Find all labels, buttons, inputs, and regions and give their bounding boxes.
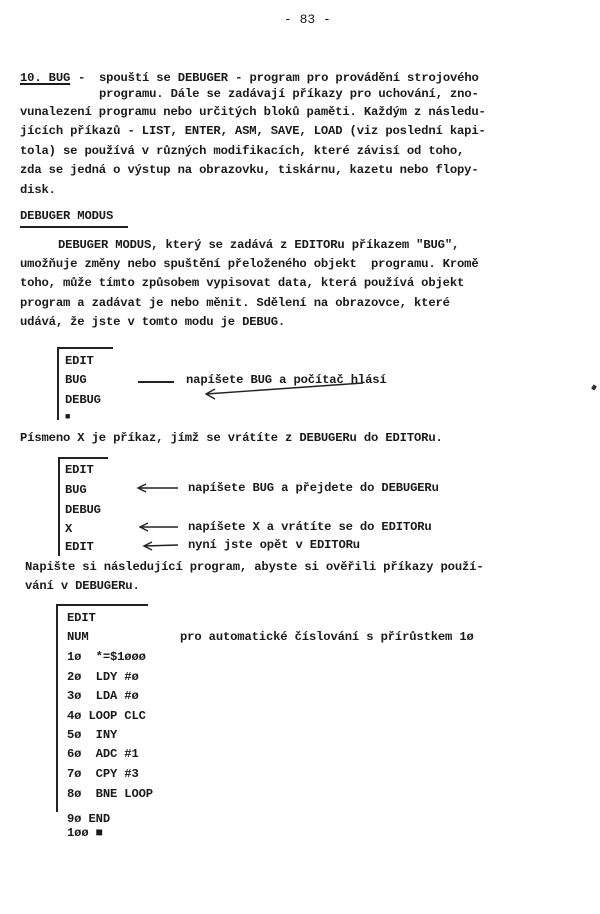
box2-line: EDIT — [65, 463, 94, 477]
box3-line: 1ø *=$1øøø — [67, 650, 146, 664]
intro-line: DEBUGER MODUS, který se zadává z EDITORu příkazem "BUG", — [58, 238, 460, 252]
section-line: disk. — [20, 183, 56, 197]
program-line: Napište si následující program, abyste si ověřili příkazy použí- — [25, 560, 484, 574]
box3-line: 6ø ADC #1 — [67, 747, 139, 761]
subheading: DEBUGER MODUS — [20, 209, 114, 223]
box2-line: DEBUG — [65, 503, 101, 517]
x-paragraph: Písmeno X je příkaz, jímž se vrátíte z DEBUGERu do EDITORu. — [20, 431, 443, 445]
box2-line: BUG — [65, 483, 87, 497]
box1-dash-line — [138, 381, 174, 383]
box1-line: BUG — [65, 373, 87, 387]
box2-line: X — [65, 522, 73, 536]
box3-line: 5ø INY — [67, 728, 118, 742]
box2-arrow-edit-icon — [144, 542, 178, 550]
box1-line: EDIT — [65, 354, 94, 368]
section-line: tola) se používá v různých modifikacích, které závisí od toho, — [20, 144, 465, 158]
section-heading: 10. BUG — [20, 71, 71, 85]
box2-annotation: napíšete BUG a přejdete do DEBUGERu — [188, 481, 439, 495]
program-line: vání v DEBUGERu. — [25, 579, 140, 593]
box3-line: 3ø LDA #ø — [67, 689, 139, 703]
box3-line: EDIT — [67, 611, 96, 625]
section-line: programu. Dále se zadávají příkazy pro uchování, zno- — [99, 87, 479, 101]
ink-speck — [591, 384, 597, 390]
box1-line: DEBUG — [65, 393, 101, 407]
box3-line: 4ø LOOP CLC — [67, 709, 146, 723]
box2-annotation: napíšete X a vrátíte se do EDITORu — [188, 520, 432, 534]
intro-line: udává, že jste v tomto modu je DEBUG. — [20, 315, 286, 329]
box2-top-border — [58, 457, 108, 459]
box3-annotation: pro automatické číslování s přírůstkem 1ø — [180, 630, 474, 644]
box1-top-border — [57, 347, 113, 349]
section-line: jících příkazů - LIST, ENTER, ASM, SAVE, LOAD (viz poslední kapi- — [20, 124, 486, 138]
box3-line: 1øø ■ — [67, 826, 103, 840]
box2-arrow-x-icon — [140, 523, 178, 531]
box3-top-border — [56, 604, 148, 606]
box2-arrow-bug-icon — [138, 484, 178, 492]
intro-line: umožňuje změny nebo spuštění přeloženého objekt programu. Kromě — [20, 257, 479, 271]
page-number: - 83 - — [284, 12, 331, 27]
box3-line: 9ø END — [67, 812, 110, 826]
section-line: vunalezení programu nebo určitých bloků paměti. Každým z následu- — [20, 105, 486, 119]
box2-annotation: nyní jste opět v EDITORu — [188, 538, 360, 552]
box3-line: NUM — [67, 630, 89, 644]
intro-line: toho, může tímto způsobem vypisovat data, která používá objekt — [20, 276, 465, 290]
box3-line: 7ø CPY #3 — [67, 767, 139, 781]
box1-annotation: napíšete BUG a počítač hlásí — [186, 373, 387, 387]
section-dash: - — [78, 71, 86, 85]
section-line: zda se jedná o výstup na obrazovku, tiskárnu, kazetu nebo flopy- — [20, 163, 479, 177]
section-line: spouští se DEBUGER - program pro provádění strojového — [99, 71, 479, 85]
box1-cursor: ■ — [65, 412, 71, 422]
box2-line: EDIT — [65, 540, 94, 554]
subheading-underline — [20, 226, 128, 228]
box3-left-border — [56, 606, 58, 812]
box2-left-border — [58, 458, 60, 556]
intro-line: program a zadávat je nebo měnit. Sdělení na obrazovce, které — [20, 296, 450, 310]
box3-line: 8ø BNE LOOP — [67, 787, 153, 801]
box1-left-border — [57, 348, 59, 420]
box3-line: 2ø LDY #ø — [67, 670, 139, 684]
